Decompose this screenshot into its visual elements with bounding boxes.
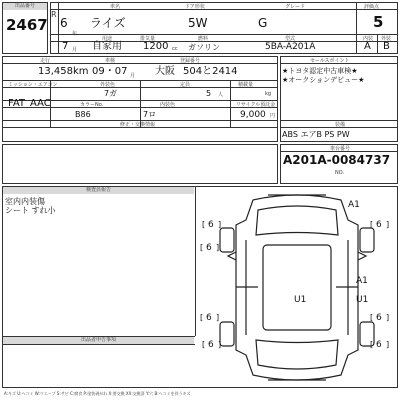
chassis-sub: NO. (335, 170, 345, 176)
maker-header: 車名 (110, 4, 121, 10)
damage-mark: U1 (294, 295, 307, 305)
inspection-header: 車検 (105, 58, 116, 64)
cc: 1200 (143, 41, 169, 52)
damage-mark: 6 (206, 313, 212, 323)
regist-area: 大阪 (155, 66, 175, 77)
int-color: 7ロ (143, 110, 157, 119)
inspection: 09・07 (92, 66, 128, 77)
damage-mark: 6 (376, 340, 382, 350)
score: 5 (373, 13, 384, 31)
int-color-header: 内装色 (160, 102, 176, 108)
svg-text:[: [ (370, 340, 374, 349)
sales-line-2: ★オークションデビュー★ (282, 76, 365, 84)
footer-legend: A:キズ U:ヘコミ W:ウエーブ S:サビ C:腐食 P:塗装剥がれ X:要交換 XX:交換済 Y:穴 B:ヘコミを伴うキズ (4, 391, 191, 396)
damage-mark: A1 (356, 276, 368, 286)
usage: 自家用 (92, 41, 122, 52)
reg-month: 7 (62, 41, 69, 52)
ext-grade: B (383, 41, 390, 52)
lot-number: 2467 (6, 16, 48, 34)
color-no: B86 (75, 110, 91, 119)
chassis-number: A201A-0084737 (283, 153, 391, 167)
note-box (2, 144, 278, 184)
mileage-unit: km (73, 66, 89, 77)
damage-mark: 6 (206, 243, 212, 253)
note-header: 出品者申告事項 (3, 337, 194, 344)
change-header: 修正・交換情報 (120, 122, 156, 128)
mileage-header: 走行 (40, 58, 51, 64)
svg-text:]: ] (218, 220, 222, 229)
svg-text:]: ] (386, 340, 390, 349)
month-unit: 月 (72, 47, 78, 53)
color-header: 外装色 (100, 82, 116, 88)
car-diagram (198, 190, 396, 385)
svg-text:[: [ (202, 220, 206, 229)
capacity-header: 定員 (180, 82, 191, 88)
svg-text:]: ] (386, 313, 390, 322)
damage-mark: A1 (348, 200, 360, 210)
color: 7ガ (104, 89, 118, 98)
svg-text:[: [ (370, 220, 374, 229)
transmission: FAT (8, 98, 26, 109)
svg-text:[: [ (202, 340, 206, 349)
doors-header: ドア形状 (185, 4, 205, 10)
damage-mark: 6 (376, 313, 382, 323)
chassis-header: 車台番号 (330, 146, 351, 152)
damage-mark: 6 (376, 220, 382, 230)
usage-header: 用途 (102, 36, 113, 42)
capacity-unit: 人 (218, 92, 224, 98)
cc-unit: cc (172, 46, 178, 52)
damage-mark: U1 (356, 295, 369, 305)
model: 5BA-A201A (265, 42, 316, 52)
grade-header: グレード (285, 4, 306, 10)
svg-text:]: ] (216, 243, 220, 252)
fuel-header: 燃料 (198, 36, 209, 42)
recycle-header: リサイクル預託金 (236, 102, 276, 108)
sales-header: セールスポイント (310, 58, 350, 64)
recycle: 9,000 (240, 110, 266, 120)
inspector-line-1: 室内内装傷 (5, 197, 45, 206)
regist-num: 504と2414 (183, 66, 238, 77)
trans-header: ミッション・エアコン (8, 82, 58, 88)
equipment-header: 装備 (335, 122, 346, 128)
svg-text:]: ] (218, 340, 222, 349)
inspection-unit: 月 (130, 73, 136, 79)
score-header: 評価点 (364, 4, 380, 10)
reiwa-mark: R (51, 10, 57, 19)
damage-mark: 6 (208, 340, 214, 350)
cc-header: 排気量 (140, 36, 156, 42)
reg-year: 6 (60, 16, 68, 30)
year-unit: 年 (72, 31, 78, 37)
recycle-unit: 円 (270, 113, 276, 119)
grade: G (258, 16, 268, 30)
int-header: 内装 (363, 36, 374, 42)
capacity: 5 (206, 89, 212, 98)
inspector-line-2: シート すれ小 (5, 206, 56, 215)
load-header: 積載量 (238, 82, 254, 88)
load-unit: kg (265, 91, 272, 97)
svg-text:[: [ (200, 243, 204, 252)
fuel: ガソリン (188, 43, 220, 52)
ext-header: 外装 (381, 36, 392, 42)
doors: 5W (188, 16, 208, 30)
equipment: ABS エアB PS PW (282, 130, 350, 139)
car-name: ライズ (90, 16, 126, 30)
svg-text:]: ] (216, 313, 220, 322)
damage-mark: 6 (208, 220, 214, 230)
lot-header: 出品番号 (3, 3, 47, 10)
int-grade: A (364, 41, 371, 52)
sales-line-1: ★トヨタ認定中古車検★ (282, 67, 358, 75)
svg-text:]: ] (386, 220, 390, 229)
mileage: 13,458 (38, 66, 73, 77)
svg-text:[: [ (370, 313, 374, 322)
color-no-header: カラーNo. (80, 102, 104, 108)
regist-header: 登録番号 (180, 58, 201, 64)
svg-text:[: [ (200, 313, 204, 322)
inspector-header: 検査員報告 (3, 187, 194, 194)
aircon: AAC (30, 98, 51, 109)
model-header: 型式 (285, 36, 296, 42)
